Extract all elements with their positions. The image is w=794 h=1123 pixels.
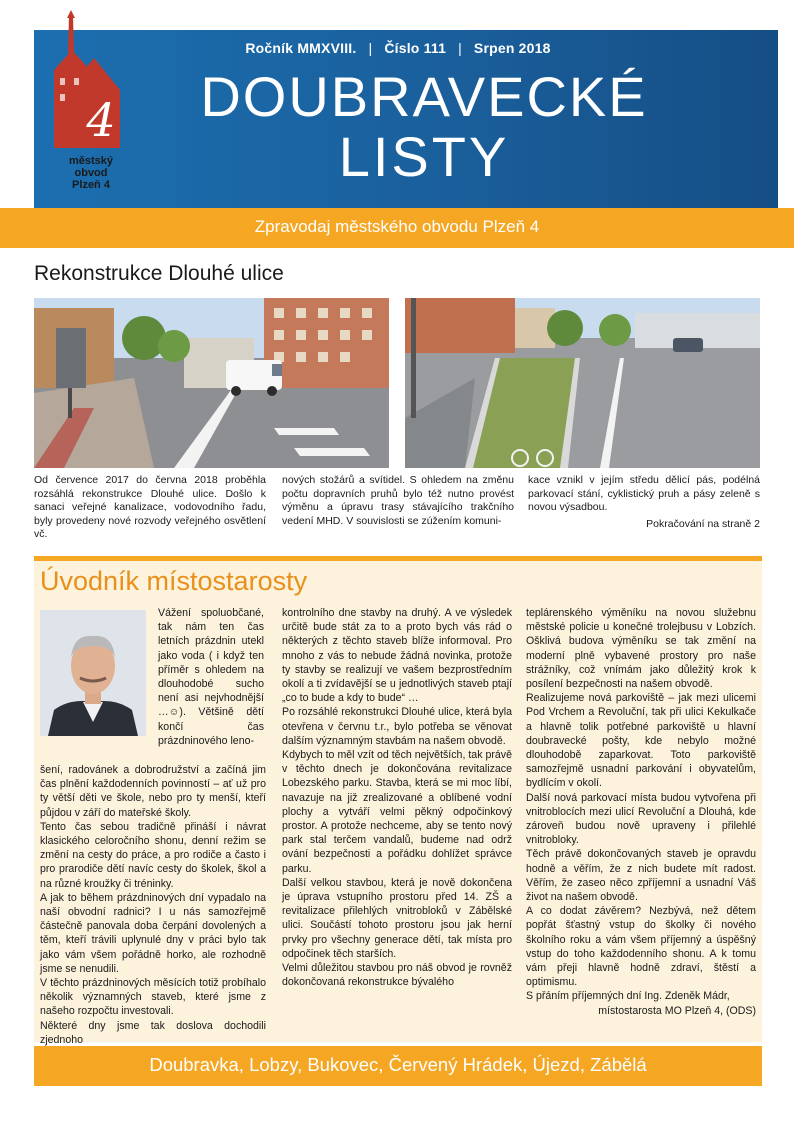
article-column-1: Od července 2017 do června 2018 proběhla rozsáhlá rekonstrukce Dlouhé ulice. Došlo k sanaci veřejné kanalizace, vodovodního řadu, byly provedeny nové rozvody veřejného osvětlení vč. bbox=[34, 474, 266, 541]
article-title: Rekonstrukce Dlouhé ulice bbox=[34, 262, 284, 285]
paragraph: Další velkou stavbou, která je nově dokončena je úprava vstupního prostoru před 14. ZŠ a revitalizace přilehlých vnitrobloků v Zábělské ulici. Součástí tohoto prostoru jsou jak herní prvky pro všechny generace dětí, tak místa pro odpočinek těch starších. bbox=[282, 876, 512, 960]
paragraph: Kdybych to měl vzít od těch největších, tak právě v těchto dnech je dokončována revitalizace Lobezského parku. Stavba, která se mi moc líbí, navazuje na již zrealizované a oblíbené vodní plochy a vytváří velmi pěkný odpočinkový prostor. A protože nechceme, aby se tento nový park stal terčem vandalů, budeme nad održ ování bezpečnosti a pořádku dohlížet správce parku. bbox=[282, 749, 512, 875]
paragraph: Tento čas sebou tradičně přináší i návrat klasického celoročního shonu, denní režim se změní na cesty do práce, a pro rodiče a často i pro prarodiče dětí navíc cesty do školek, škol a na různé kroužky či tréninky. bbox=[40, 820, 266, 890]
logo-caption-line: obvod bbox=[74, 167, 108, 179]
paragraph: Velmi důležitou stavbou pro náš obvod je rovněž dokončovaná rekonstrukce bývalého bbox=[282, 962, 512, 989]
editorial-column-1 bbox=[40, 763, 266, 1047]
paragraph: Realizujeme nová parkoviště – jak mezi ulicemi Pod Vrchem a Revoluční, tak při ulici Kekulkače a hlavně tolik potřebné parkoviště u hlavní doubravecké pošty, kde nebylo možné dlouhodobě zaparkovat. Toto parkoviště samozřejmě usnadní parkování i obyvatelům, bydlícím v okolí. bbox=[526, 692, 756, 790]
author-portrait bbox=[40, 610, 146, 736]
districts-band bbox=[34, 1046, 762, 1086]
paragraph: teplárenského výměníku na novou služebnu městské policie u konečné trolejbusu v Lobzích. Ošklivá budova výměníku se tak změní na moderní plně vybavené prostory pro naše strážníky, což vnímám jako důležitý krok k posílení bezpečnosti na našem obvodě. bbox=[526, 607, 756, 691]
issue-line bbox=[218, 40, 578, 56]
volume: Ročník MMXVIII. bbox=[245, 40, 357, 56]
district-logo bbox=[50, 10, 132, 191]
paragraph: Těch právě dokončovaných staveb je opravdu hodně a věřím, že z nich budete mít radost. Věřím, že zaseo něco zpříjemní a usnadní Váš život na našem obvodě. bbox=[526, 848, 756, 904]
continued-link[interactable]: Pokračování na straně 2 bbox=[646, 518, 760, 530]
paragraph: Další nová parkovací místa budou vytvořena při vnitroblocích mezi ulicí Revoluční a Dlouhá, kde zároveň budou nově upraveny i přilehlé vnitrobloky. bbox=[526, 791, 756, 847]
editorial-column-3 bbox=[526, 606, 756, 1018]
paragraph: šení, radovánek a dobrodružství a začíná jim čas plnění každodenních povinností – ať už pro ty větší děti ve škole, nebo pro ty menší, kteří půjdou v září do mateřské školy. bbox=[40, 764, 266, 819]
masthead-title-line2: LISTY bbox=[338, 125, 510, 188]
paragraph: V těchto prázdninových měsících totiž probíhalo několik významných staveb, které jsme z našeho rozpočtu investovali. bbox=[40, 977, 266, 1018]
author-signature: místostarosta MO Plzeň 4, (ODS) bbox=[598, 1004, 756, 1017]
subtitle-band bbox=[0, 208, 794, 248]
logo-caption-line: městský bbox=[68, 155, 114, 167]
editorial-intro: Vážení spoluobčané, tak nám ten čas letních prázdnin utekl jako voda ( i když ten příměr s ohledem na dlouhodobé sucho není asi nejvhodnější …☺). Většině dětí končí čas prázdninového leno- bbox=[158, 607, 264, 747]
issue-month: Srpen 2018 bbox=[473, 40, 551, 56]
paragraph: A jak to během prázdninových dní vypadalo na naší obvodní radnici? I u nás samozřejmě částečně panovala doba čerpání dovolených a těm, kteří trávili uplynulé dny v práci bylo tak jako vám všem pořádně horko, ale rozhodně jsme se nenudili. bbox=[40, 891, 266, 975]
editorial-title: Úvodník místostarosty bbox=[40, 566, 308, 596]
street-photo-right bbox=[405, 298, 760, 468]
separator: | bbox=[458, 40, 462, 56]
street-photo-left bbox=[34, 298, 389, 468]
article-column-2: nových stožárů a svítidel. S ohledem na změnu počtu dopravních pruhů bylo též nutno provést výměnu a úpravu trasy stávajícího trakčního vedení MHD. V souvislosti se zúžením komuni- bbox=[282, 474, 514, 527]
masthead-title-line1: DOUBRAVECKÉ bbox=[200, 65, 648, 128]
paragraph: Po rozsáhlé rekonstrukci Dlouhé ulice, která byla otevřena v červnu t.r., bylo potřeba se věnovat dalším významným stavbám na našem obvodě. bbox=[282, 706, 512, 747]
editorial-column-2 bbox=[282, 606, 512, 989]
paragraph: A co dodat závěrem? Nezbývá, než dětem popřát šťastný vstup do školky či nového školního roku a vám všem příjemný a úspěšný vstup do toho každodenního shonu. A k tomu vám přeji hlavně hodně zdraví, štěstí a optimismu. bbox=[526, 905, 756, 989]
separator: | bbox=[368, 40, 373, 56]
article-column-3: kace vznikl v jejím středu dělicí pás, podélná parkovací stání, cyklistický pruh a pásy zeleně s novou výsadbou. bbox=[528, 474, 760, 514]
districts-list: Doubravka, Lobzy, Bukovec, Červený Hrádek, Újezd, Zábělá bbox=[149, 1054, 647, 1075]
paragraph: kontrolního dne stavby na druhý. A ve výsledek určitě bude stát za to a proto bych vás rád o některých z těchto staveb blíže informoval. Pro mnoho z vás to nebude žádná novinka, protože ty stavby se realizují ve vašem bezprostředním okolí a ti zvídavější se u jednotlivých staveb ptají „co to bude a kdy to bude“ … bbox=[282, 607, 512, 705]
logo-caption-line: Plzeň 4 bbox=[72, 179, 110, 191]
paragraph: Některé dny jsme tak doslova dochodili zjednoho bbox=[40, 1019, 266, 1046]
logo-numeral: 4 bbox=[86, 93, 116, 147]
issue-number: Číslo 111 bbox=[384, 40, 447, 56]
paragraph: S přáním příjemných dní Ing. Zdeněk Mádr, bbox=[526, 990, 730, 1003]
logo-caption bbox=[50, 155, 132, 191]
subtitle: Zpravodaj městského obvodu Plzeň 4 bbox=[254, 217, 540, 236]
